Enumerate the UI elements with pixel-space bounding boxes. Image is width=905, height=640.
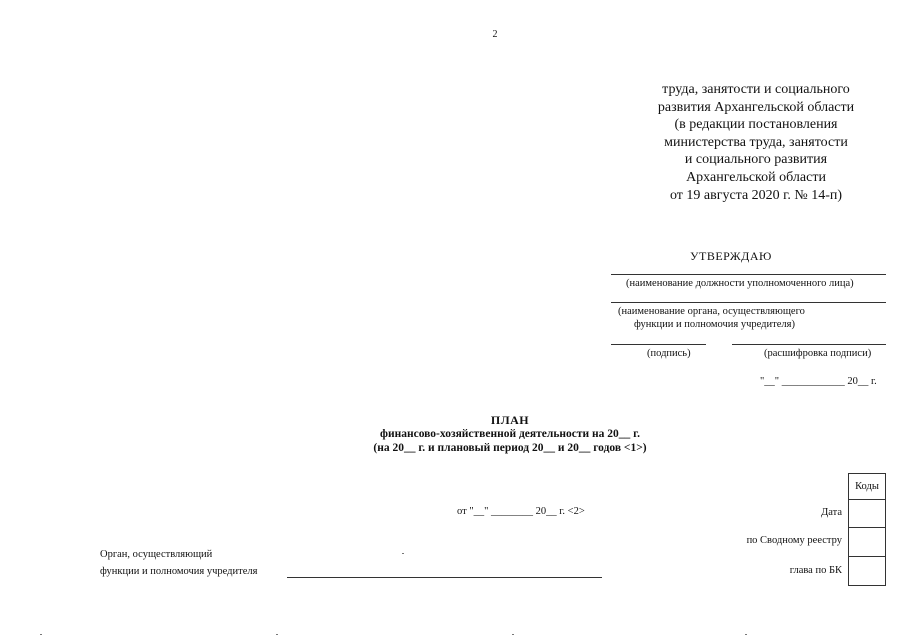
approval-date: "__" ____________ 20__ г. [760, 376, 877, 387]
plan-title-line3: (на 20__ г. и плановый период 20__ и 20__ годов <1>) [373, 442, 647, 454]
header-line: и социального развития [684, 152, 828, 168]
plan-date-from: от "__" ________ 20__ г. <2> [457, 506, 585, 517]
codes-label-registry: по Сводному реестру [746, 535, 842, 546]
scan-speck [402, 553, 404, 554]
position-line [611, 274, 886, 275]
organ-caption-line1: (наименование органа, осуществляющего [618, 306, 805, 317]
organ-caption-line2: функции и полномочия учредителя) [634, 319, 795, 330]
scan-speck [276, 634, 278, 635]
header-line: развития Архангельской области [657, 99, 855, 115]
plan-title-main: ПЛАН [490, 413, 530, 427]
code-cell-date[interactable] [849, 500, 886, 528]
codes-label-bk: глава по БК [789, 565, 842, 576]
header-line: (в редакции постановления [674, 117, 838, 133]
decoding-line [732, 344, 886, 345]
organ-line [611, 302, 886, 303]
header-line: министерства труда, занятости [664, 134, 848, 150]
signature-line [611, 344, 706, 345]
header-line: от 19 августа 2020 г. № 14-п) [669, 187, 843, 203]
header-block [630, 81, 882, 204]
page-number: 2 [492, 29, 498, 40]
signature-caption: (подпись) [647, 348, 691, 359]
header-line: труда, занятости и социального [662, 82, 850, 97]
approval-heading: УТВЕРЖДАЮ [690, 249, 772, 263]
codes-header: Коды [849, 474, 886, 500]
organ-label-line2: функции и полномочия учредителя [100, 566, 258, 577]
header-line: Архангельской области [686, 169, 826, 185]
organ-fill-line [287, 577, 602, 578]
scan-speck [745, 634, 747, 635]
plan-title [310, 413, 710, 455]
codes-label-date: Дата [821, 507, 842, 518]
scan-speck [40, 634, 42, 635]
scan-speck [512, 634, 514, 635]
code-cell-registry[interactable] [849, 528, 886, 557]
plan-title-line2: финансово-хозяйственной деятельности на 20__ г. [380, 428, 640, 440]
code-cell-bk[interactable] [849, 557, 886, 586]
codes-table [848, 473, 886, 586]
organ-label-line1: Орган, осуществляющий [100, 549, 213, 560]
decoding-caption: (расшифровка подписи) [764, 348, 872, 359]
position-caption: (наименование должности уполномоченного лица) [626, 278, 854, 289]
